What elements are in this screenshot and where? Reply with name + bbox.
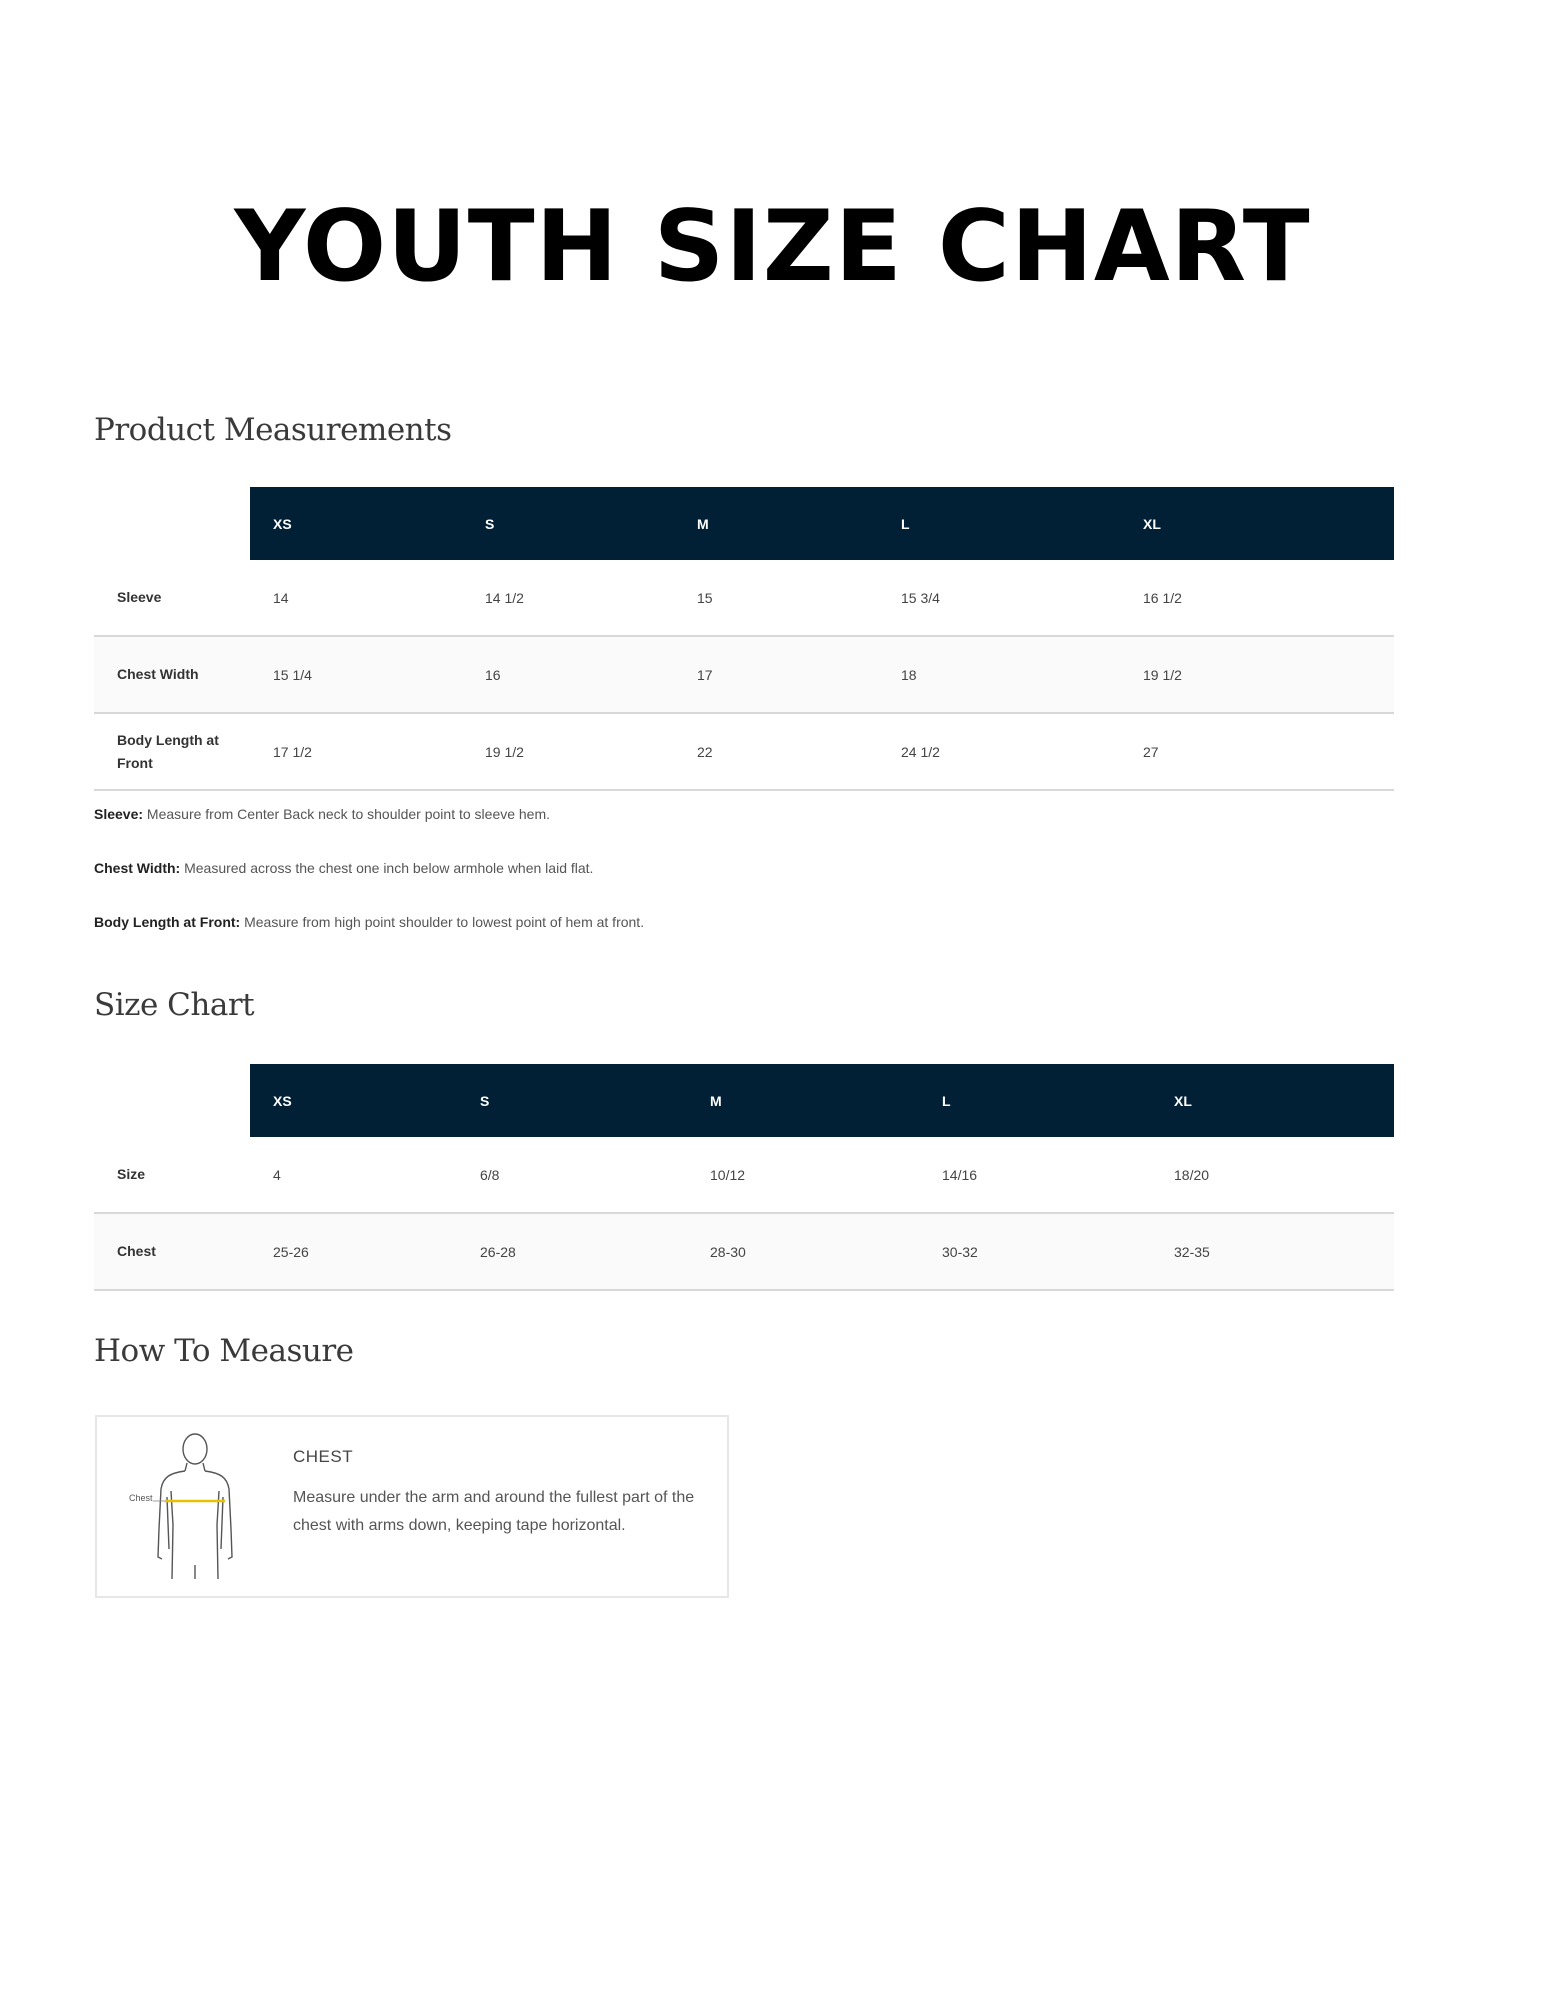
table-cell: 26-28 — [479, 1213, 709, 1290]
table-row — [94, 713, 1394, 790]
table-header-row — [94, 487, 1394, 560]
table-cell: 15 1/4 — [250, 636, 484, 713]
table-cell: 25-26 — [250, 1213, 479, 1290]
table-cell: 30-32 — [941, 1213, 1173, 1290]
table-cell: 24 1/2 — [900, 713, 1142, 790]
column-header-l: L — [900, 487, 1142, 560]
row-label: Size — [94, 1137, 250, 1213]
card-text: Measure under the arm and around the fullest part of the chest with arms down, keeping tape horizontal. — [293, 1489, 695, 1534]
product-measurements-heading: Product Measurements — [94, 412, 452, 448]
figure-label: Chest — [129, 1493, 153, 1503]
table-row — [94, 1137, 1394, 1213]
table-cell: 18 — [900, 636, 1142, 713]
table-cell: 14 — [250, 560, 484, 636]
measure-card — [95, 1415, 729, 1598]
table-cell: 6/8 — [479, 1137, 709, 1213]
row-label: Chest — [94, 1213, 250, 1290]
table-cell: 22 — [696, 713, 900, 790]
row-label: Chest Width — [94, 636, 250, 713]
table-cell: 19 1/2 — [484, 713, 696, 790]
note-sleeve — [94, 806, 550, 822]
table-cell: 32-35 — [1173, 1213, 1394, 1290]
table-cell: 15 — [696, 560, 900, 636]
column-header-m: M — [696, 487, 900, 560]
table-cell: 16 — [484, 636, 696, 713]
note-text: Measured across the chest one inch below armhole when laid flat. — [180, 860, 594, 876]
column-header-xs: XS — [250, 487, 484, 560]
table-header-row — [94, 1064, 1394, 1137]
column-header-xl: XL — [1142, 487, 1394, 560]
table-row — [94, 560, 1394, 636]
table-cell: 17 1/2 — [250, 713, 484, 790]
row-label: Sleeve — [94, 560, 250, 636]
table-cell: 28-30 — [709, 1213, 941, 1290]
table-cell: 19 1/2 — [1142, 636, 1394, 713]
note-term: Chest Width: — [94, 860, 181, 876]
note-text: Measure from Center Back neck to shoulder point to sleeve hem. — [143, 806, 551, 822]
size-chart-table — [94, 1064, 1394, 1291]
note-body-length — [94, 914, 644, 930]
table-cell: 18/20 — [1173, 1137, 1394, 1213]
column-header-s: S — [479, 1064, 709, 1137]
note-term: Body Length at Front: — [94, 914, 241, 930]
table-cell: 15 3/4 — [900, 560, 1142, 636]
product-measurements-table — [94, 487, 1394, 791]
column-header-m: M — [709, 1064, 941, 1137]
note-text: Measure from high point shoulder to lowest point of hem at front. — [240, 914, 645, 930]
how-to-measure-heading: How To Measure — [94, 1333, 354, 1369]
table-corner — [94, 487, 250, 560]
table-row — [94, 1213, 1394, 1290]
note-chest-width — [94, 860, 593, 876]
table-row — [94, 636, 1394, 713]
note-term: Sleeve: — [94, 806, 144, 822]
column-header-xs: XS — [250, 1064, 479, 1137]
size-chart-heading: Size Chart — [94, 987, 255, 1023]
table-cell: 4 — [250, 1137, 479, 1213]
table-cell: 14/16 — [941, 1137, 1173, 1213]
table-corner — [94, 1064, 250, 1137]
table-cell: 16 1/2 — [1142, 560, 1394, 636]
table-cell: 17 — [696, 636, 900, 713]
column-header-xl: XL — [1173, 1064, 1394, 1137]
column-header-s: S — [484, 487, 696, 560]
table-cell: 10/12 — [709, 1137, 941, 1213]
table-cell: 14 1/2 — [484, 560, 696, 636]
card-title: CHEST — [293, 1447, 354, 1466]
column-header-l: L — [941, 1064, 1173, 1137]
page-title: YOUTH SIZE CHART — [234, 190, 1311, 304]
table-cell: 27 — [1142, 713, 1394, 790]
figure-icon — [125, 1429, 255, 1589]
row-label: Body Length at Front — [94, 713, 250, 790]
